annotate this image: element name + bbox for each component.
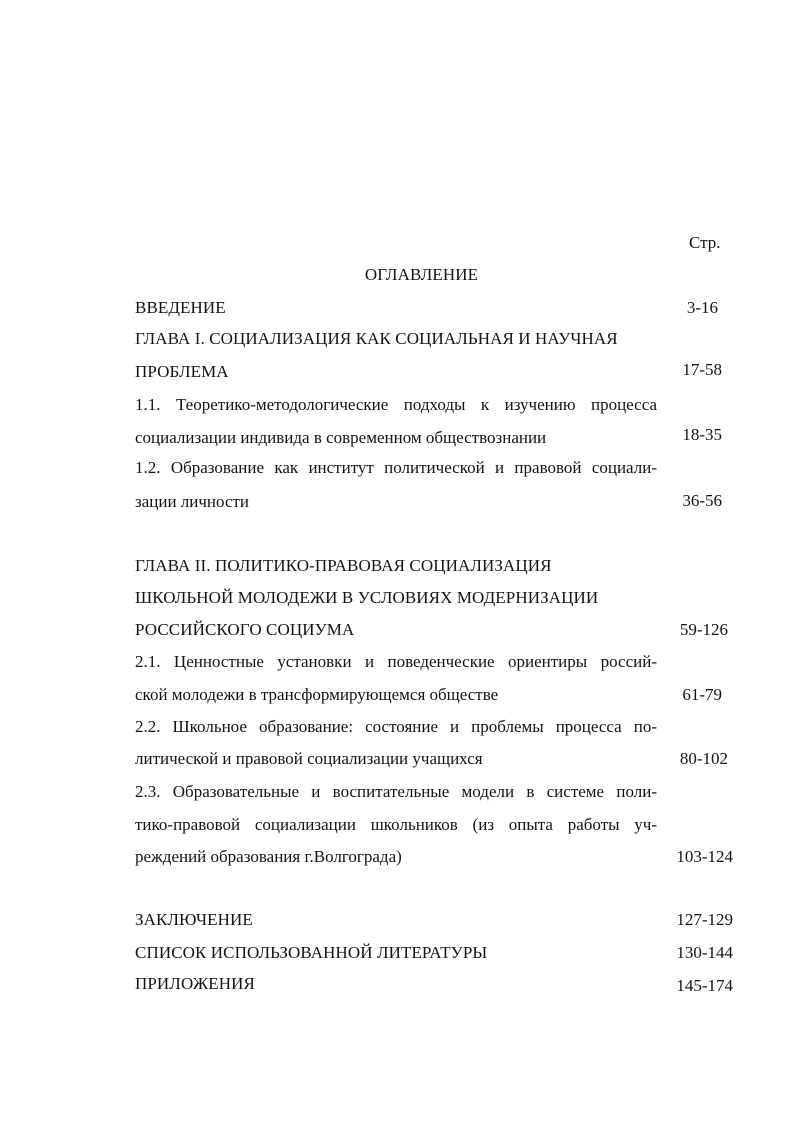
appendices-title: ПРИЛОЖЕНИЯ (135, 974, 255, 993)
section-1-1-line1: 1.1. Теоретико-методологические подходы к изучению процесса (135, 395, 657, 414)
section-1-2-line2: зации личности (135, 492, 250, 511)
chapter2-title-line3: РОССИЙСКОГО СОЦИУМА (135, 620, 355, 639)
chapter1-pages: 17-58 (682, 360, 722, 379)
section-1-1-pages: 18-35 (682, 425, 722, 444)
references-pages: 130-144 (676, 943, 733, 962)
section-1-2-line1: 1.2. Образование как институт политической и правовой социали- (135, 458, 657, 477)
chapter2-title-line1: ГЛАВА II. ПОЛИТИКО-ПРАВОВАЯ СОЦИАЛИЗАЦИЯ (135, 556, 552, 575)
references-title: СПИСОК ИСПОЛЬЗОВАННОЙ ЛИТЕРАТУРЫ (135, 943, 488, 962)
section-2-2-line1: 2.2. Школьное образование: состояние и проблемы процесса по- (135, 717, 657, 736)
toc-title: ОГЛАВЛЕНИЕ (364, 265, 479, 284)
appendices-pages: 145-174 (676, 976, 733, 995)
section-2-3-pages: 103-124 (676, 847, 733, 866)
page-column-label: Стр. (689, 233, 721, 252)
section-1-1-line2: социализации индивида в современном обществознании (135, 428, 547, 447)
conclusion-title: ЗАКЛЮЧЕНИЕ (135, 910, 253, 929)
chapter1-title-line1: ГЛАВА I. СОЦИАЛИЗАЦИЯ КАК СОЦИАЛЬНАЯ И НАУЧНАЯ (135, 329, 618, 348)
intro-pages: 3-16 (686, 298, 718, 317)
chapter2-title-line2: ШКОЛЬНОЙ МОЛОДЕЖИ В УСЛОВИЯХ МОДЕРНИЗАЦИИ (135, 588, 599, 607)
section-2-2-pages: 80-102 (679, 749, 728, 768)
chapter2-pages: 59-126 (679, 620, 728, 639)
intro-title: ВВЕДЕНИЕ (135, 298, 226, 317)
section-1-2-pages: 36-56 (682, 491, 722, 510)
section-2-2-line2: литической и правовой социализации учащихся (135, 749, 483, 768)
section-2-3-line1: 2.3. Образовательные и воспитательные модели в системе поли- (135, 782, 657, 801)
section-2-3-line2: тико-правовой социализации школьников (из опыта работы уч- (135, 815, 657, 834)
section-2-1-pages: 61-79 (682, 685, 722, 704)
chapter1-title-line2: ПРОБЛЕМА (135, 362, 229, 381)
section-2-3-line3: реждений образования г.Волгограда) (135, 847, 402, 866)
section-2-1-line1: 2.1. Ценностные установки и поведенческие ориентиры россий- (135, 652, 657, 671)
conclusion-pages: 127-129 (676, 910, 733, 929)
section-2-1-line2: ской молодежи в трансформирующемся обществе (135, 685, 499, 704)
